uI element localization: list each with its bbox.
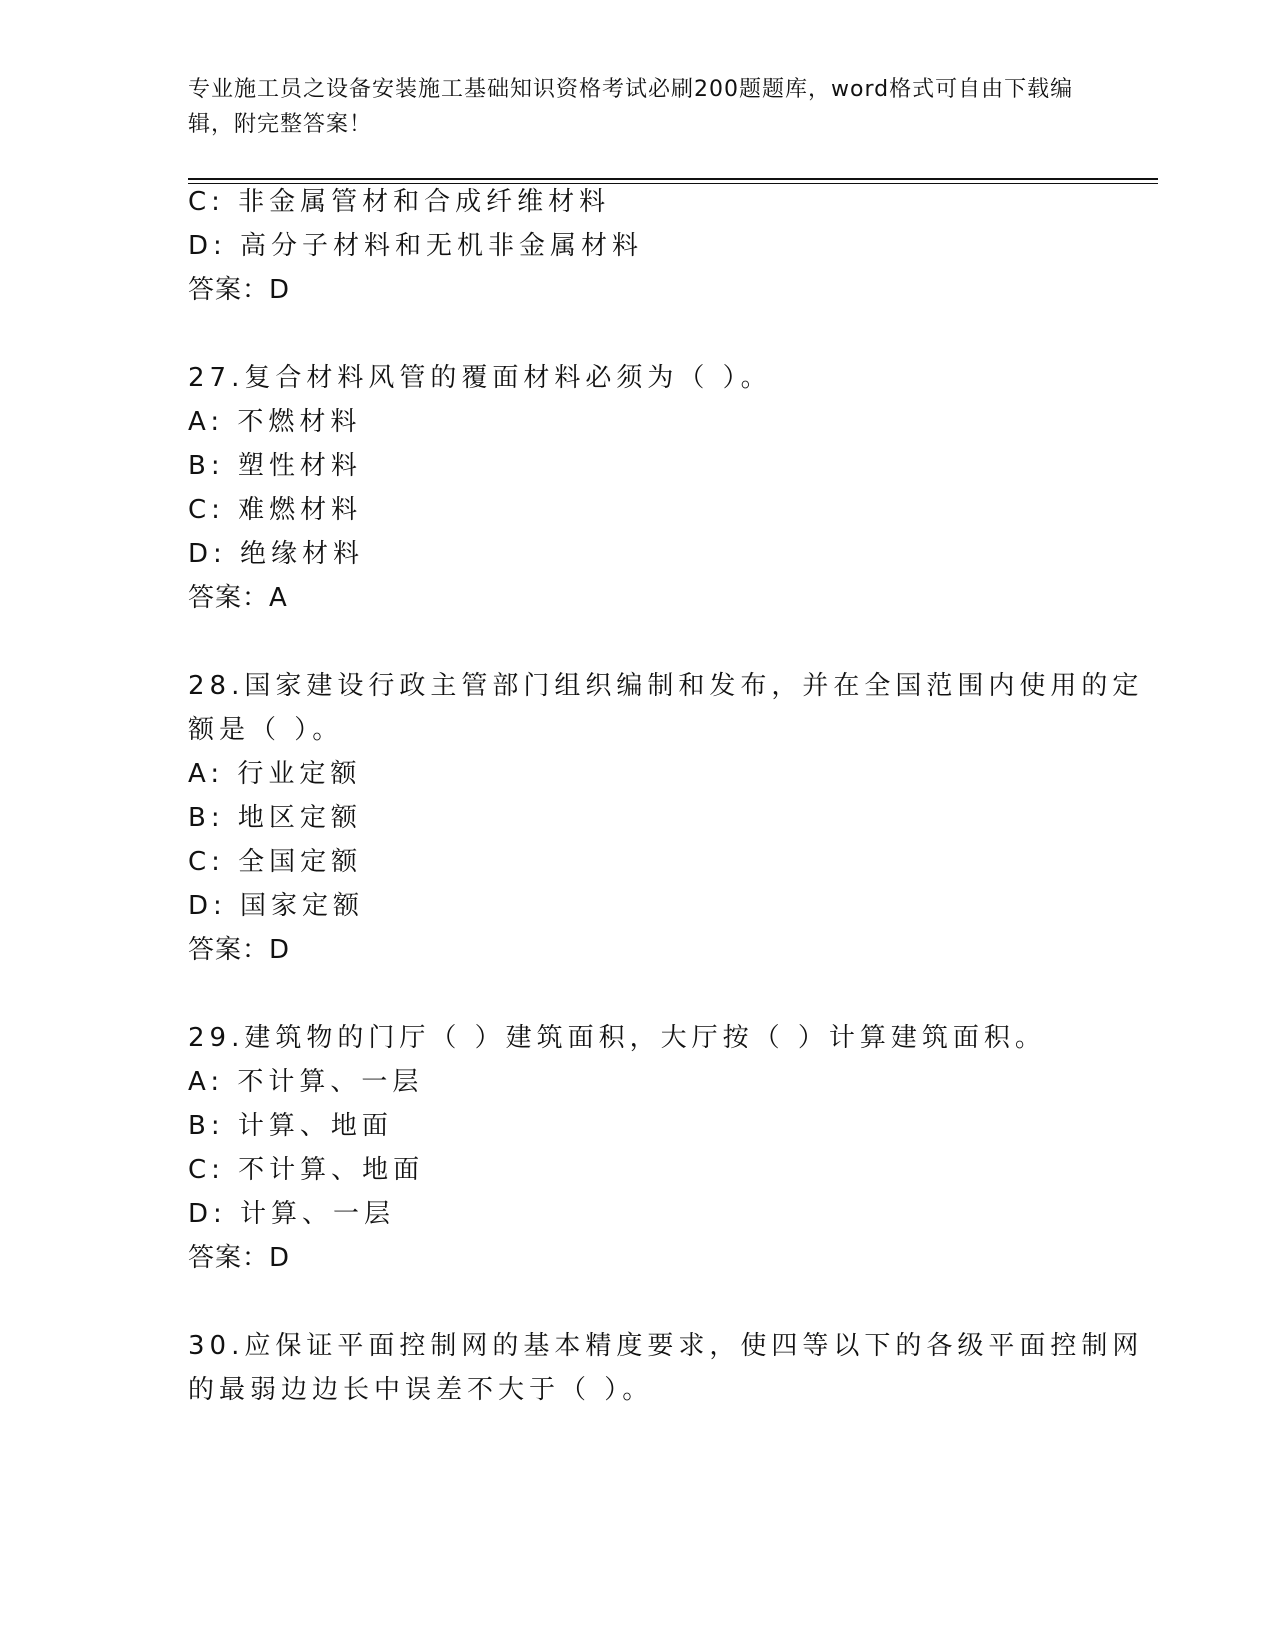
header-rule-thick bbox=[188, 178, 1158, 180]
q28-option-d: D: 国家定额 bbox=[188, 891, 365, 921]
document-title: 专业施工员之设备安装施工基础知识资格考试必刷200题题库，word格式可自由下载编辑，附完整答案！ bbox=[188, 77, 1074, 137]
q29-option-d: D: 计算、一层 bbox=[188, 1199, 396, 1229]
q27-stem: 27.复合材料风管的覆面材料必须为（ ）。 bbox=[188, 363, 772, 393]
q28-answer: 答案：D bbox=[188, 935, 291, 965]
prev-answer: 答案：D bbox=[188, 275, 291, 305]
q27-option-d: D: 绝缘材料 bbox=[188, 539, 365, 569]
q27-answer: 答案：A bbox=[188, 583, 288, 613]
q27-option-a: A: 不燃材料 bbox=[188, 407, 362, 437]
q30-stem-line1: 30.应保证平面控制网的基本精度要求，使四等以下的各级平面控制网 bbox=[188, 1331, 1144, 1361]
q29-answer: 答案：D bbox=[188, 1243, 291, 1273]
q30-stem-line2: 的最弱边边长中误差不大于（ ）。 bbox=[188, 1375, 654, 1405]
q28-option-a: A: 行业定额 bbox=[188, 759, 362, 789]
q28-stem-line1: 28.国家建设行政主管部门组织编制和发布，并在全国范围内使用的定 bbox=[188, 671, 1144, 701]
q27-option-b: B: 塑性材料 bbox=[188, 451, 362, 481]
q27-option-c: C: 难燃材料 bbox=[188, 495, 363, 525]
prev-option-c: C: 非金属管材和合成纤维材料 bbox=[188, 187, 611, 217]
q29-option-a: A: 不计算、一层 bbox=[188, 1067, 424, 1097]
q29-stem: 29.建筑物的门厅（ ）建筑面积，大厅按（ ）计算建筑面积。 bbox=[188, 1023, 1046, 1053]
q28-stem-line2: 额是（ ）。 bbox=[188, 715, 344, 745]
prev-option-d: D: 高分子材料和无机非金属材料 bbox=[188, 231, 644, 261]
q28-option-c: C: 全国定额 bbox=[188, 847, 363, 877]
q28-option-b: B: 地区定额 bbox=[188, 803, 362, 833]
header-rule-thin bbox=[188, 183, 1158, 184]
q29-option-c: C: 不计算、地面 bbox=[188, 1155, 425, 1185]
q29-option-b: B: 计算、地面 bbox=[188, 1111, 393, 1141]
